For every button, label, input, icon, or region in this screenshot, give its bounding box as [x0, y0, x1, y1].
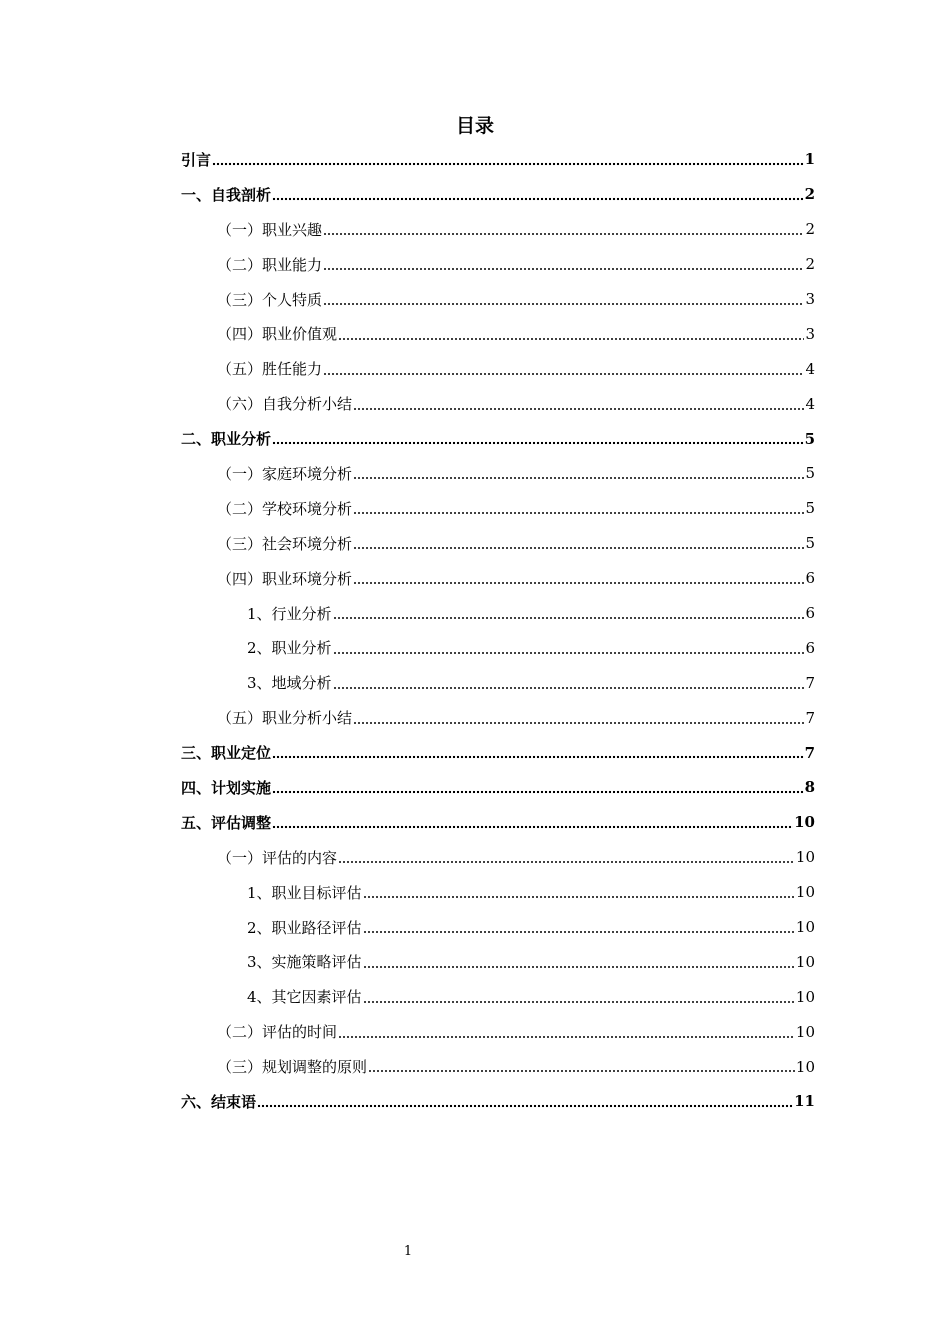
- toc-entry-label: 4、其它因素评估: [247, 988, 362, 1007]
- toc-entry-page: 10: [795, 918, 815, 937]
- toc-entry-page: 10: [795, 987, 815, 1006]
- toc-entry[interactable]: [181, 944, 815, 979]
- toc-entry-label: 三、职业定位: [181, 744, 272, 763]
- toc-entry[interactable]: [181, 316, 815, 351]
- toc-entry-label: （五）胜任能力: [217, 360, 323, 379]
- toc-leader-dots: [353, 499, 804, 517]
- toc-entry-label: 一、自我剖析: [181, 185, 272, 204]
- toc-entry-label: （二）职业能力: [217, 255, 323, 274]
- toc-entry-label: （五）职业分析小结: [217, 709, 353, 728]
- toc-leader-dots: [363, 953, 795, 971]
- toc-entry-page: 10: [795, 1057, 815, 1076]
- toc-entry-label: 五、评估调整: [181, 813, 272, 832]
- toc-entry-label: （三）个人特质: [217, 290, 323, 309]
- toc-entry[interactable]: [181, 386, 815, 421]
- toc-entry-label: （一）家庭环境分析: [217, 464, 353, 483]
- toc-entry-label: 四、计划实施: [181, 778, 272, 797]
- toc-leader-dots: [323, 360, 804, 378]
- toc-entry-page: 2: [805, 220, 815, 239]
- toc-entry[interactable]: [181, 910, 815, 945]
- toc-leader-dots: [333, 674, 805, 692]
- toc-entry[interactable]: [181, 1084, 815, 1119]
- toc-entry-label: （三）社会环境分析: [217, 534, 353, 553]
- toc-leader-dots: [323, 255, 804, 273]
- toc-entry-label: 2、职业路径评估: [247, 918, 362, 937]
- toc-entry-label: 2、职业分析: [247, 639, 332, 658]
- toc-entry-page: 8: [804, 778, 815, 797]
- toc-leader-dots: [272, 430, 804, 448]
- toc-entry-label: （二）学校环境分析: [217, 499, 353, 518]
- toc-entry-page: 5: [805, 499, 815, 518]
- toc-entry[interactable]: [181, 665, 815, 700]
- footer-page-number: 1: [403, 1244, 413, 1259]
- toc-leader-dots: [272, 813, 793, 831]
- toc-entry[interactable]: [181, 805, 815, 840]
- toc-entry-label: （二）评估的时间: [217, 1023, 338, 1042]
- toc-leader-dots: [353, 569, 804, 587]
- toc-list: [181, 142, 815, 1119]
- toc-title: 目录: [455, 115, 494, 137]
- toc-leader-dots: [257, 1092, 793, 1110]
- toc-leader-dots: [353, 464, 804, 482]
- toc-entry-label: 六、结束语: [181, 1092, 257, 1111]
- toc-entry-page: 2: [804, 185, 815, 204]
- toc-leader-dots: [353, 709, 804, 727]
- toc-entry-label: （四）职业价值观: [217, 325, 338, 344]
- toc-entry[interactable]: [181, 142, 815, 177]
- toc-entry-page: 6: [805, 604, 815, 623]
- toc-entry[interactable]: [181, 630, 815, 665]
- toc-leader-dots: [363, 918, 795, 936]
- toc-entry-label: （一）评估的内容: [217, 848, 338, 867]
- toc-entry-label: 二、职业分析: [181, 430, 272, 449]
- toc-entry[interactable]: [181, 1049, 815, 1084]
- toc-entry-page: 10: [795, 1022, 815, 1041]
- toc-entry[interactable]: [181, 177, 815, 212]
- toc-entry-label: 1、职业目标评估: [247, 883, 362, 902]
- toc-entry[interactable]: [181, 700, 815, 735]
- toc-entry-page: 1: [804, 150, 815, 169]
- toc-entry[interactable]: [181, 456, 815, 491]
- toc-entry-page: 6: [805, 638, 815, 657]
- toc-entry[interactable]: [181, 351, 815, 386]
- toc-entry-label: （一）职业兴趣: [217, 220, 323, 239]
- toc-entry-page: 4: [805, 394, 815, 413]
- toc-leader-dots: [212, 150, 804, 168]
- toc-entry-label: （四）职业环境分析: [217, 569, 353, 588]
- toc-leader-dots: [338, 848, 795, 866]
- toc-entry-page: 10: [794, 813, 815, 832]
- toc-entry-page: 4: [805, 359, 815, 378]
- toc-entry[interactable]: [181, 561, 815, 596]
- toc-entry-label: （六）自我分析小结: [217, 395, 353, 414]
- toc-entry-page: 11: [794, 1092, 815, 1111]
- toc-entry[interactable]: [181, 840, 815, 875]
- toc-leader-dots: [363, 883, 795, 901]
- toc-leader-dots: [272, 185, 804, 203]
- toc-entry[interactable]: [181, 247, 815, 282]
- toc-entry-label: 3、地域分析: [247, 674, 332, 693]
- toc-entry[interactable]: [181, 1014, 815, 1049]
- toc-entry-page: 10: [795, 848, 815, 867]
- toc-leader-dots: [363, 988, 795, 1006]
- toc-entry[interactable]: [181, 526, 815, 561]
- toc-entry[interactable]: [181, 735, 815, 770]
- toc-entry-label: 3、实施策略评估: [247, 953, 362, 972]
- toc-entry-page: 10: [795, 952, 815, 971]
- toc-entry[interactable]: [181, 596, 815, 631]
- toc-entry-page: 5: [804, 429, 815, 448]
- toc-entry-page: 3: [805, 290, 815, 308]
- toc-entry-label: 1、行业分析: [247, 604, 332, 623]
- toc-leader-dots: [353, 534, 804, 552]
- toc-entry-page: 6: [805, 569, 815, 588]
- toc-entry[interactable]: [181, 421, 815, 456]
- toc-entry[interactable]: [181, 282, 815, 317]
- toc-entry-page: 7: [805, 673, 815, 692]
- toc-entry-page: 5: [805, 464, 815, 483]
- toc-leader-dots: [338, 1023, 795, 1041]
- toc-leader-dots: [338, 325, 804, 343]
- toc-entry[interactable]: [181, 491, 815, 526]
- toc-leader-dots: [323, 290, 804, 308]
- toc-entry[interactable]: [181, 212, 815, 247]
- toc-entry-page: 7: [805, 708, 815, 727]
- toc-entry-label: 引言: [181, 150, 212, 169]
- toc-leader-dots: [272, 744, 804, 762]
- toc-entry-label: （三）规划调整的原则: [217, 1058, 368, 1077]
- toc-entry[interactable]: [181, 875, 815, 910]
- toc-entry-page: 2: [805, 255, 815, 274]
- toc-entry-page: 7: [804, 743, 815, 762]
- toc-leader-dots: [272, 778, 804, 796]
- toc-entry[interactable]: [181, 979, 815, 1014]
- toc-leader-dots: [323, 220, 804, 238]
- toc-leader-dots: [333, 604, 805, 622]
- toc-leader-dots: [368, 1058, 795, 1076]
- toc-entry-page: 5: [805, 534, 815, 553]
- toc-entry[interactable]: [181, 770, 815, 805]
- toc-leader-dots: [353, 395, 804, 413]
- toc-leader-dots: [333, 639, 805, 657]
- toc-entry-page: 10: [795, 883, 815, 902]
- toc-entry-page: 3: [805, 324, 815, 343]
